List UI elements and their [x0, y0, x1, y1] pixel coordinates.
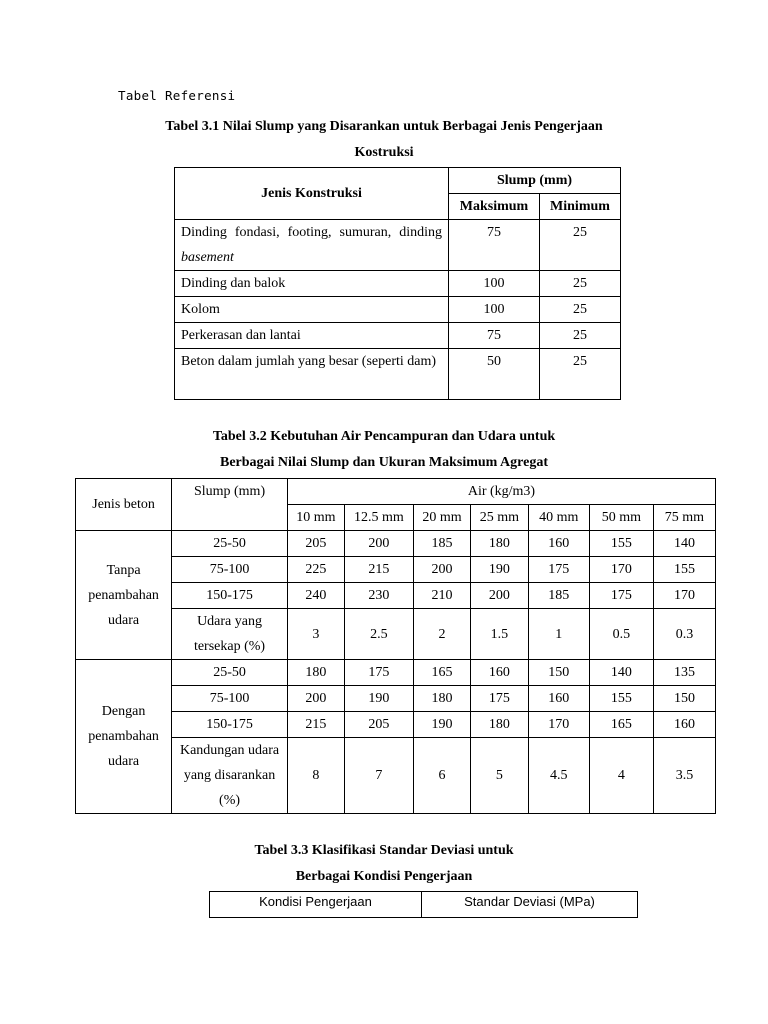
water-value-cell: 1.5	[470, 609, 528, 660]
slump-max-cell: 75	[449, 323, 540, 349]
water-value-cell: 185	[414, 531, 471, 557]
concrete-type-cell: Dengan penambahan udara	[76, 660, 172, 814]
water-value-cell: 205	[287, 531, 344, 557]
slump-max-cell: 100	[449, 297, 540, 323]
water-value-cell: 185	[528, 583, 589, 609]
water-value-cell: 180	[470, 531, 528, 557]
table1-header-maks: Maksimum	[449, 194, 540, 220]
construction-type-cell	[175, 297, 449, 323]
slump-max-cell: 100	[449, 271, 540, 297]
construction-type-cell	[175, 323, 449, 349]
table3-caption	[0, 838, 768, 890]
water-value-cell: 150	[653, 686, 715, 712]
section-title: Tabel Referensi	[118, 88, 236, 103]
slump-min-cell: 25	[540, 323, 621, 349]
water-value-cell: 3.5	[653, 738, 715, 814]
water-value-cell: 155	[653, 557, 715, 583]
water-value-cell: 180	[414, 686, 471, 712]
water-value-cell: 190	[470, 557, 528, 583]
aggregate-size-header: 25 mm	[470, 505, 528, 531]
aggregate-size-header: 40 mm	[528, 505, 589, 531]
table1-header-min: Minimum	[540, 194, 621, 220]
water-value-cell: 200	[344, 531, 413, 557]
water-value-cell: 180	[470, 712, 528, 738]
table-row	[175, 323, 621, 349]
water-value-cell: 230	[344, 583, 413, 609]
water-value-cell: 150	[528, 660, 589, 686]
slump-min-cell: 25	[540, 349, 621, 400]
table1	[174, 167, 621, 400]
slump-min-cell: 25	[540, 297, 621, 323]
aggregate-size-header: 20 mm	[414, 505, 471, 531]
construction-type-label-italic: basement	[181, 250, 234, 265]
table1-header-slump: Slump (mm)	[449, 168, 621, 194]
construction-type-label: Beton dalam jumlah yang besar (seperti dam)	[181, 354, 437, 369]
water-value-cell: 160	[653, 712, 715, 738]
water-value-cell: 0.5	[589, 609, 653, 660]
table-row	[76, 712, 716, 738]
table2-header-air: Air (kg/m3)	[287, 479, 715, 505]
water-value-cell: 190	[414, 712, 471, 738]
water-value-cell: 165	[589, 712, 653, 738]
water-value-cell: 5	[470, 738, 528, 814]
construction-type-cell	[175, 271, 449, 297]
table2-caption-line1: Tabel 3.2 Kebutuhan Air Pencampuran dan Udara untuk	[212, 429, 556, 444]
table1-caption	[0, 114, 768, 166]
water-value-cell: 1	[528, 609, 589, 660]
slump-cell: 25-50	[172, 531, 288, 557]
water-value-cell: 190	[344, 686, 413, 712]
slump-cell: 75-100	[172, 686, 288, 712]
water-value-cell: 240	[287, 583, 344, 609]
table-row	[175, 349, 621, 400]
aggregate-size-header: 12.5 mm	[344, 505, 413, 531]
water-value-cell: 170	[589, 557, 653, 583]
table1-caption-line1: Tabel 3.1 Nilai Slump yang Disarankan untuk Berbagai Jenis Pengerjaan	[165, 119, 603, 134]
water-value-cell: 160	[528, 531, 589, 557]
table2-caption	[0, 424, 768, 476]
construction-type-label: Perkerasan dan lantai	[181, 328, 301, 343]
water-value-cell: 175	[344, 660, 413, 686]
table3-header-kondisi: Kondisi Pengerjaan	[210, 892, 422, 918]
slump-max-cell: 50	[449, 349, 540, 400]
table-row	[76, 531, 716, 557]
table-row	[76, 609, 716, 660]
aggregate-size-header: 10 mm	[287, 505, 344, 531]
slump-cell: Kandungan udara yang disarankan (%)	[172, 738, 288, 814]
water-value-cell: 0.3	[653, 609, 715, 660]
table2-header-slump: Slump (mm)	[172, 479, 288, 531]
slump-cell: 75-100	[172, 557, 288, 583]
water-value-cell: 170	[653, 583, 715, 609]
table2-body	[76, 531, 716, 814]
water-value-cell: 155	[589, 686, 653, 712]
water-value-cell: 140	[653, 531, 715, 557]
water-value-cell: 165	[414, 660, 471, 686]
table-row	[76, 660, 716, 686]
construction-type-label: Dinding fondasi, footing, sumuran, dinding	[181, 225, 442, 240]
construction-type-cell	[175, 349, 449, 400]
construction-type-label: Dinding dan balok	[181, 276, 286, 291]
table-row	[175, 297, 621, 323]
water-value-cell: 160	[470, 660, 528, 686]
water-value-cell: 4	[589, 738, 653, 814]
water-value-cell: 6	[414, 738, 471, 814]
table1-header-jenis: Jenis Konstruksi	[175, 168, 449, 220]
water-value-cell: 200	[470, 583, 528, 609]
table1-body	[175, 220, 621, 400]
slump-cell: 150-175	[172, 712, 288, 738]
water-value-cell: 180	[287, 660, 344, 686]
table3-caption-line2: Berbagai Kondisi Pengerjaan	[295, 869, 473, 884]
water-value-cell: 2.5	[344, 609, 413, 660]
water-value-cell: 8	[287, 738, 344, 814]
water-value-cell: 4.5	[528, 738, 589, 814]
water-value-cell: 210	[414, 583, 471, 609]
slump-cell: 150-175	[172, 583, 288, 609]
water-value-cell: 2	[414, 609, 471, 660]
table3-caption-line1: Tabel 3.3 Klasifikasi Standar Deviasi untuk	[254, 843, 514, 858]
water-value-cell: 175	[470, 686, 528, 712]
table-row	[76, 738, 716, 814]
water-value-cell: 205	[344, 712, 413, 738]
slump-min-cell: 25	[540, 220, 621, 271]
slump-cell: 25-50	[172, 660, 288, 686]
water-value-cell: 200	[287, 686, 344, 712]
table2	[75, 478, 716, 814]
water-value-cell: 225	[287, 557, 344, 583]
water-value-cell: 215	[287, 712, 344, 738]
water-value-cell: 160	[528, 686, 589, 712]
water-value-cell: 7	[344, 738, 413, 814]
slump-cell: Udara yang tersekap (%)	[172, 609, 288, 660]
water-value-cell: 135	[653, 660, 715, 686]
slump-min-cell: 25	[540, 271, 621, 297]
water-value-cell: 215	[344, 557, 413, 583]
water-value-cell: 200	[414, 557, 471, 583]
water-value-cell: 175	[589, 583, 653, 609]
aggregate-size-header: 75 mm	[653, 505, 715, 531]
water-value-cell: 155	[589, 531, 653, 557]
construction-type-cell	[175, 220, 449, 271]
aggregate-size-header: 50 mm	[589, 505, 653, 531]
water-value-cell: 170	[528, 712, 589, 738]
table-row	[76, 583, 716, 609]
concrete-type-cell: Tanpa penambahan udara	[76, 531, 172, 660]
table-row	[76, 557, 716, 583]
table-row	[175, 220, 621, 271]
water-value-cell: 3	[287, 609, 344, 660]
table3-header-deviasi: Standar Deviasi (MPa)	[422, 892, 638, 918]
table2-header-jenis: Jenis beton	[76, 479, 172, 531]
construction-type-label: Kolom	[181, 302, 220, 317]
water-value-cell: 140	[589, 660, 653, 686]
table2-caption-line2: Berbagai Nilai Slump dan Ukuran Maksimum Agregat	[219, 455, 548, 470]
water-value-cell: 175	[528, 557, 589, 583]
table-row	[175, 271, 621, 297]
table-row	[76, 686, 716, 712]
slump-max-cell: 75	[449, 220, 540, 271]
table1-caption-line2: Kostruksi	[354, 145, 414, 160]
table3	[209, 891, 638, 918]
